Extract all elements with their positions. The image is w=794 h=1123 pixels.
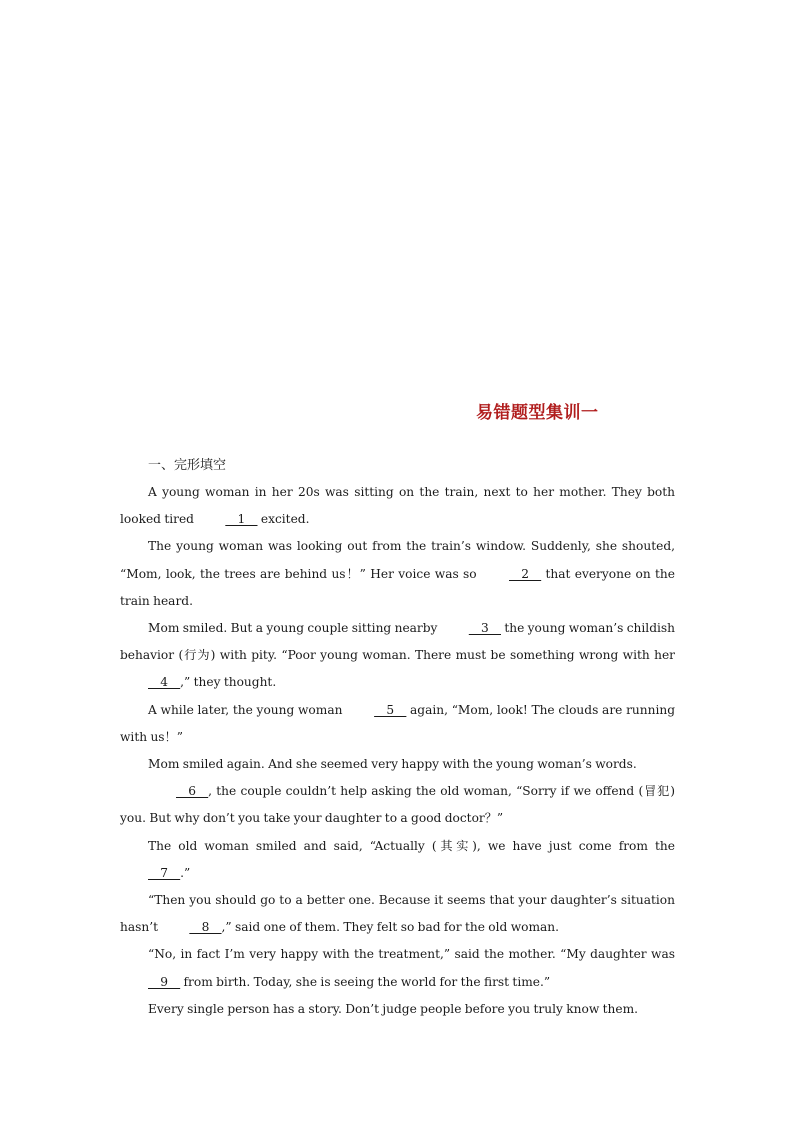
answer-blank[interactable]: __7__ xyxy=(148,865,181,880)
passage-paragraph xyxy=(120,996,675,1023)
answer-blank[interactable]: __4__ xyxy=(148,675,181,690)
answer-blank[interactable]: __8__ xyxy=(189,920,222,935)
paragraph-text: A while later, the young woman xyxy=(148,702,347,717)
answer-blank[interactable]: __5__ xyxy=(374,702,407,717)
answer-blank[interactable]: __1__ xyxy=(225,512,258,527)
paragraph-text: ,” said one of them. They felt so bad for the old woman. xyxy=(221,920,560,935)
answer-blank[interactable]: __3__ xyxy=(468,621,501,636)
paragraph-text: A young woman in her 20s was sitting on the train, next to her mother. They both looked tired xyxy=(120,485,675,527)
paragraph-text: The old woman smiled and said, “Actually (其实), we have just come from the xyxy=(148,838,675,853)
passage-paragraph xyxy=(120,615,675,697)
paragraph-text: The young woman was looking out from the train’s window. Suddenly, she shouted, “Mom, look, the trees are behind us！” Her voice was so xyxy=(120,539,675,581)
passage-paragraph xyxy=(120,533,675,615)
cloze-passage xyxy=(120,479,675,1023)
passage-paragraph xyxy=(120,778,675,832)
paragraph-text: the young woman’s childish behavior (行为) with pity. “Poor young woman. There must be something wrong with her xyxy=(120,621,675,663)
paragraph-text: Mom smiled. But a young couple sitting nearby xyxy=(148,621,441,636)
paragraph-text: “Then you should go to a better one. Because it seems that your daughter’s situation hasn’t xyxy=(120,893,675,935)
paragraph-text: , the couple couldn’t help asking the old woman, “Sorry if we offend (冒犯) you. But why don’t you take your daughter to a good doctor？” xyxy=(120,784,675,826)
answer-blank[interactable]: __2__ xyxy=(509,566,542,581)
page-title: 易错题型集训一 xyxy=(476,403,599,423)
paragraph-text: again, “Mom, look! The clouds are running with us！” xyxy=(120,702,675,744)
answer-blank[interactable]: __9__ xyxy=(148,974,181,989)
passage-paragraph xyxy=(120,941,675,995)
passage-paragraph xyxy=(120,697,675,751)
paragraph-text: .” xyxy=(180,865,191,880)
section-heading: 一、完形填空 xyxy=(148,458,227,473)
passage-paragraph xyxy=(120,479,675,533)
paragraph-text: that everyone on the train heard. xyxy=(120,566,675,608)
paragraph-text: excited. xyxy=(257,512,310,527)
paragraph-text: Mom smiled again. And she seemed very happy with the young woman’s words. xyxy=(148,757,637,772)
passage-paragraph xyxy=(120,833,675,887)
answer-blank[interactable]: __6__ xyxy=(176,784,209,799)
paragraph-text: “No, in fact I’m very happy with the treatment,” said the mother. “My daughter was xyxy=(148,947,675,962)
passage-paragraph xyxy=(120,751,675,778)
passage-paragraph xyxy=(120,887,675,941)
paragraph-text: from birth. Today, she is seeing the world for the first time.” xyxy=(180,974,551,989)
paragraph-text: ,” they thought. xyxy=(180,675,277,690)
paragraph-text: Every single person has a story. Don’t judge people before you truly know them. xyxy=(148,1001,639,1016)
